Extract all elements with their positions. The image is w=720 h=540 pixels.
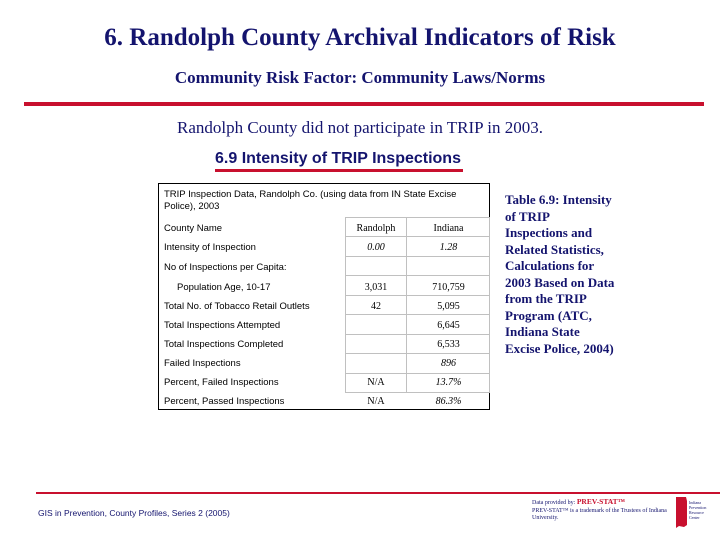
row-value-indiana: 6,533 [437, 339, 460, 350]
top-divider [24, 102, 704, 106]
participation-notice: Randolph County did not participate in TRIP in 2003. [177, 118, 543, 137]
table-row [159, 355, 490, 374]
credit-provided-by: Data provided by: [532, 500, 576, 506]
table-caption: TRIP Inspection Data, Randolph Co. (using data from IN State Excise Police), 2003 [164, 189, 457, 212]
row-label: Population Age, 10-17 [177, 282, 271, 293]
org-logo-text: Indiana Prevention Resource Center [689, 500, 707, 520]
row-value-indiana: 1.28 [439, 242, 458, 253]
row-value-indiana: 13.7% [435, 377, 462, 388]
section-heading: 6.9 Intensity of TRIP Inspections [215, 150, 463, 172]
table-row [159, 259, 490, 278]
row-value-indiana: 6,645 [437, 320, 460, 331]
credit-trademark: PREV-STAT™ is a trademark of the Trustees of Indiana University. [532, 507, 667, 521]
page-subtitle: Community Risk Factor: Community Laws/Norms [174, 68, 546, 87]
table-row [159, 393, 490, 412]
trip-data-table [158, 183, 490, 410]
row-label: Failed Inspections [164, 358, 241, 369]
row-label: Percent, Passed Inspections [164, 396, 285, 407]
row-value-randolph: N/A [367, 377, 385, 388]
row-label: Total No. of Tobacco Retail Outlets [164, 301, 310, 312]
row-value-indiana: 896 [441, 358, 456, 369]
row-value-randolph: 3,031 [364, 282, 388, 293]
table-row [159, 298, 490, 317]
footer-series: GIS in Prevention, County Profiles, Series 2 (2005) [38, 508, 230, 518]
row-value-indiana: 5,095 [437, 301, 460, 312]
row-label: Total Inspections Completed [164, 339, 284, 350]
bottom-divider [36, 492, 720, 494]
table-row [159, 374, 490, 393]
row-value-indiana: 86.3% [435, 396, 462, 407]
credit-brand: PREV-STAT™ [576, 497, 626, 506]
table-row [159, 279, 490, 298]
table-row [159, 336, 490, 355]
row-value-indiana: 710,759 [432, 282, 465, 293]
row-label: No of Inspections per Capita: [164, 262, 287, 273]
row-label: Percent, Failed Inspections [164, 377, 279, 388]
table-row [159, 317, 490, 336]
indiana-map-icon [673, 495, 713, 529]
col-header-randolph: Randolph [356, 223, 396, 234]
page-title: 6. Randolph County Archival Indicators of Risk [104, 24, 616, 51]
col-header-county: County Name [164, 223, 223, 234]
row-label: Intensity of Inspection [164, 242, 256, 253]
data-credit [532, 498, 672, 528]
row-value-randolph: 42 [371, 301, 381, 312]
row-label: Total Inspections Attempted [164, 320, 281, 331]
row-value-randolph: N/A [367, 396, 385, 407]
table-header-row [159, 220, 490, 239]
ipr-map-logo [673, 495, 713, 529]
table-row [159, 239, 490, 258]
col-header-indiana: Indiana [433, 223, 464, 234]
row-value-randolph: 0.00 [367, 242, 385, 253]
table-side-caption: Table 6.9: Intensity of TRIP Inspections and Related Statistics, Calculations for 2003 Based on Data from the TRIP Program (ATC, Indiana State Excise Police, 2004) [505, 192, 615, 356]
